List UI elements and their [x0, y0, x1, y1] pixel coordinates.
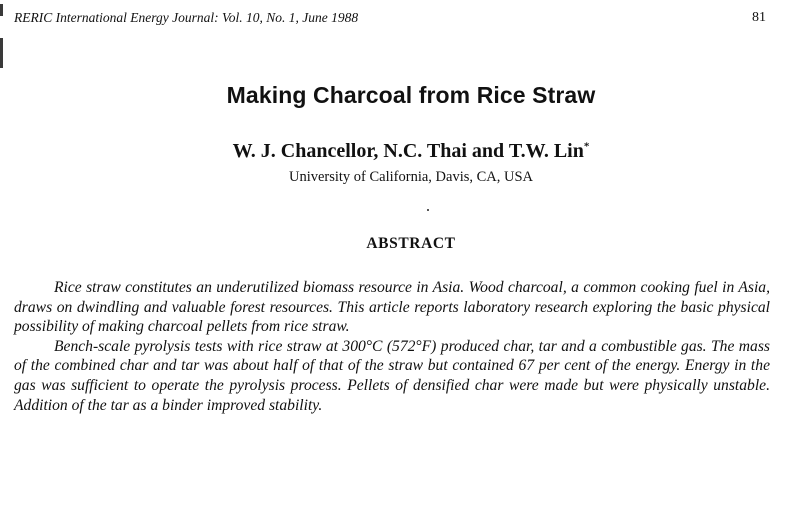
journal-citation: RERIC International Energy Journal: Vol. 10, No. 1, June 1988 — [14, 10, 359, 25]
abstract-heading: ABSTRACT — [366, 235, 456, 252]
scan-edge-mark — [0, 38, 3, 68]
scan-speck — [427, 209, 429, 211]
running-header — [14, 10, 766, 30]
author-footnote-mark: * — [583, 140, 590, 153]
abstract-body — [14, 278, 770, 415]
scan-edge-mark — [0, 4, 3, 16]
affiliation: University of California, Davis, CA, USA — [288, 169, 534, 185]
author-names: W. J. Chancellor, N.C. Thai and T.W. Lin — [232, 140, 584, 162]
abstract-paragraph: Bench-scale pyrolysis tests with rice straw at 300°C (572°F) produced char, tar and a combustible gas. The mass of the combined char and tar was about half of that of the straw but contained 67 per cent of the energy. Energy in the gas was sufficient to operate the pyrolysis process. Pellets of densified char were made but were physically unstable. Addition of the tar as a binder improved stability. — [14, 337, 770, 414]
paper-title: Making Charcoal from Rice Straw — [226, 82, 596, 108]
author-line — [0, 140, 800, 163]
abstract-paragraph: Rice straw constitutes an underutilized biomass resource in Asia. Wood charcoal, a common cooking fuel in Asia, draws on dwindling and valuable forest resources. This article reports laboratory research exploring the basic physical possibility of making charcoal pellets from rice straw. — [14, 279, 770, 336]
page-number: 81 — [752, 10, 766, 25]
